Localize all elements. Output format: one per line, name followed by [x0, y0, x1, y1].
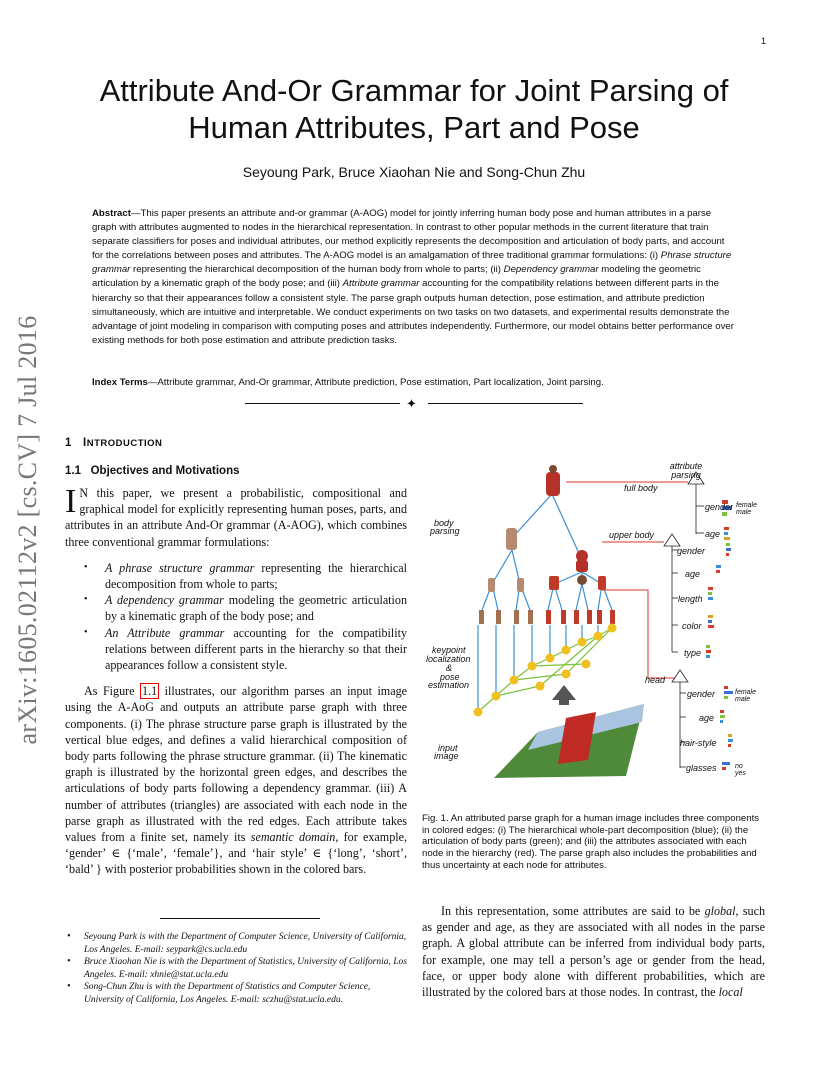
index-terms: Index Terms—Attribute grammar, And-Or grammar, Attribute prediction, Pose estimation, Part localization, Joint parsing. — [92, 377, 604, 388]
figure-caption: Fig. 1. An attributed parse graph for a human image includes three components in colored edges: (i) The hierarchical whole-part decomposition (blue); (ii) the articulation of body parts (green); and (iii) the attributes associated with each node in the hierarchy (red). The parse graph also includes the probabilities and thus uncertainty at each node for attributes. — [422, 813, 760, 871]
hierarchy-edges — [478, 494, 612, 712]
svg-text:gender: gender — [677, 546, 706, 556]
right-column-text: In this representation, some attributes are said to be global, such as gender and age, as they are associated with all nodes in the parse graph. A global attribute can be inferred from individual body parts, for example, one may tell a person’s age or gender from the head, face, or upper body alone with different probabilities, which are illustrated by the colored bars at those nodes. In contrast, the local — [422, 904, 765, 1000]
svg-text:parsing: parsing — [671, 470, 701, 480]
svg-text:image: image — [434, 751, 459, 761]
footnote: • Seyoung Park is with the Department of Computer Science, University of California, Los Angeles. E-mail: seypark@cs.ucla.edu — [65, 931, 410, 956]
full-body-label: full body — [624, 483, 658, 493]
paper-title: Attribute And-Or Grammar for Joint Parsing of Human Attributes, Part and Pose — [99, 73, 729, 145]
authors: Seyoung Park, Bruce Xiaohan Nie and Song-Chun Zhu — [242, 164, 586, 180]
svg-text:gender: gender — [687, 689, 716, 699]
svg-text:estimation: estimation — [428, 680, 470, 690]
svg-text:age: age — [699, 713, 715, 723]
up-arrow-icon — [552, 685, 576, 700]
svg-text:age: age — [705, 529, 721, 539]
list-item: • A phrase structure grammar representing the hierarchical decomposition from whole to parts; — [65, 560, 407, 592]
svg-text:length: length — [678, 594, 703, 604]
figure-link[interactable]: 1.1 — [142, 684, 158, 699]
svg-text:male: male — [736, 509, 752, 516]
svg-text:localization: localization — [426, 654, 471, 664]
svg-text:female: female — [735, 689, 757, 696]
divider-right — [428, 403, 583, 404]
keypoint-joints — [474, 624, 617, 717]
attribute-parsing-label: attribute — [669, 461, 703, 471]
svg-text:female: female — [736, 502, 758, 509]
input-image — [494, 704, 644, 778]
input-image-label: input — [438, 743, 458, 753]
intro-paragraph-2: As Figure 1.1 illustrates, our algorithm parses an input image using the A-AoG and outputs an attribute parse graph with three components. (i) The phrase structure parse graph is illustrated by the vertical blue edges, and defines a valid hierarchical composition of body parts following the phrase structure grammar. (ii) The kinematic graph is illustrated by the horizontal green edges, and describes the articulations of body parts following a dependency grammar. (iii) A number of attributes (triangles) are associated with each node in the parse graph as illustrated with the red edges. Each attribute takes values from a finite set, namely its semantic domain, for example, ‘gender’ ∈ {‘male’, ‘female’}, and ‘hair style’ ∈ {‘long’, ‘short’, ‘bald’ } with posterior probabilities shown in the colored bars. — [65, 684, 408, 877]
svg-text:no: no — [735, 763, 743, 770]
intro-paragraph-1: I N this paper, we present a probabilistic, compositional and graphical model for explicitly representing human poses, parts, and attributes in an attribute And-Or grammar (A-AOG), which combines three conventional grammar formulations: — [65, 483, 407, 549]
svg-text:&: & — [446, 663, 453, 673]
svg-text:gender: gender — [705, 502, 734, 512]
body-part-figures — [479, 465, 615, 624]
svg-text:parsing: parsing — [430, 526, 460, 536]
drop-cap: I — [65, 483, 77, 520]
abstract-label: Abstract — [92, 208, 131, 219]
grammar-list — [65, 560, 407, 673]
arxiv-stamp: arXiv:1605.02112v2 [cs.CV] 7 Jul 2016 — [13, 315, 42, 745]
svg-text:glasses: glasses — [686, 763, 717, 773]
svg-text:age: age — [685, 569, 701, 579]
abstract: Abstract—This paper presents an attribute and-or grammar (A-AOG) model for jointly inferring human body pose and human attributes in a parse graph with attributes augmented to nodes in the hierarchical representation. In contrast to other popular methods in the current literature that train separate classifiers for poses and individual attributes, our method explicitly represents the decomposition and articulation of body parts, and account for the correlations between poses and attributes. The A-AOG model is an amalgamation of three traditional grammar formulations: (i) Phrase structure grammar representing the hierarchical decomposition of the human body from whole to parts; (ii) Dependency grammar modeling the geometric articulation by a kinematic graph of the body pose; and (iii) Attribute grammar accounting for the compatibility relations between different parts in the hierarchy so that their appearances follow a consistent style. The parse graph outputs human detection, pose estimation, and attribute prediction simultaneously, which are intuitive and interpretable. We conduct experiments on two tasks on two datasets, and experimental results demonstrate the advantage of joint modeling in comparison with computing poses and attributes independently. Furthermore, our model obtains better performance over existing methods for both pose estimation and attribute prediction tasks. — [92, 208, 734, 346]
figure-1 — [416, 460, 766, 785]
svg-text:pose: pose — [440, 672, 460, 682]
body-parsing-label: body — [434, 518, 454, 528]
svg-text:color: color — [682, 621, 702, 631]
footnote: • Song-Chun Zhu is with the Department of Statistics and Computer Science, University of California, Los Angeles. E-mail: sczhu@stat.ucla.edu. — [65, 981, 410, 1006]
subsection-heading: 1.1 Objectives and Motivations — [65, 465, 240, 477]
footnote-rule — [160, 918, 320, 919]
svg-text:male: male — [735, 696, 751, 703]
list-item: • A dependency grammar modeling the geometric articulation by a kinematic graph of the body pose; and — [65, 592, 407, 624]
probability-bars — [706, 500, 733, 770]
svg-text:yes: yes — [735, 770, 746, 777]
upper-body-label: upper body — [609, 530, 655, 540]
keypoint-label: keypoint — [432, 645, 466, 655]
head-label: head — [645, 675, 666, 685]
page-number: 1 — [760, 36, 766, 46]
svg-text:type: type — [684, 648, 702, 658]
footnotes — [65, 931, 410, 1006]
section-heading: 1 INTRODUCTION — [65, 437, 163, 449]
divider-diamond-icon: ✦ — [406, 396, 417, 411]
footnote: • Bruce Xiaohan Nie is with the Department of Statistics, University of California, Los Angeles. E-mail: xhnie@stat.ucla.edu — [65, 956, 410, 981]
attribute-trees — [664, 472, 704, 768]
svg-text:hair-style: hair-style — [680, 738, 717, 748]
divider-left — [245, 403, 400, 404]
intro-column — [65, 485, 407, 878]
list-item: • An Attribute grammar accounting for the compatibility relations between different parts in the hierarchy so that their appearances follow a consistent style. — [65, 625, 407, 674]
